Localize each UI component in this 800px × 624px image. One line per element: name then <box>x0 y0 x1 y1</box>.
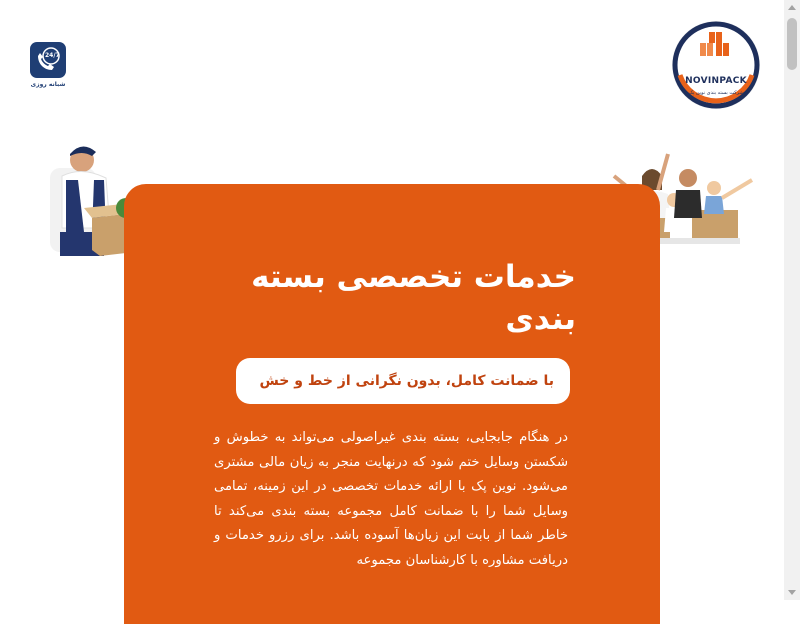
support-24-7-badge[interactable] <box>30 42 66 92</box>
logo-brand-name: NOVINPACK <box>685 76 747 86</box>
phone-24-7-icon <box>30 42 66 78</box>
scrollbar-thumb[interactable] <box>787 18 797 70</box>
site-header <box>0 0 784 118</box>
tagline-text: با ضمانت کامل، بدون نگرانی از خط و خش <box>259 373 554 389</box>
support-icon-box <box>30 42 66 78</box>
scroll-down-arrow-icon[interactable] <box>788 590 796 595</box>
hero-card <box>124 184 660 624</box>
vertical-scrollbar[interactable] <box>784 0 800 600</box>
novinpack-logo[interactable] <box>672 21 760 109</box>
support-label: شبانه روزی <box>30 81 66 88</box>
logo-subtitle: شرکت بسته بندی نوین پک <box>688 90 744 96</box>
tagline-pill <box>236 358 570 404</box>
moving-boxes-icon <box>696 31 736 59</box>
scroll-up-arrow-icon[interactable] <box>788 5 796 10</box>
intro-paragraph: در هنگام جابجایی، بسته بندی غیراصولی می‌تواند به خطوش و شکستن وسایل ختم شود که درنهایت منجر به زیان مالی مشتری می‌شود. نوین پک با ارائه خدمات تخصصی در این زمینه، تمامی وسایل شما را با ضمانت کامل مجموعه بسته بندی می‌کند تا خاطر شما از بابت این زیان‌ها آسوده باشد. برای رزرو خدمات و دریافت مشاوره با کارشناسان مجموعه <box>214 430 568 568</box>
page-title: خدمات تخصصی بسته بندی <box>251 259 576 337</box>
support-badge-text: 24/7 <box>45 52 60 59</box>
